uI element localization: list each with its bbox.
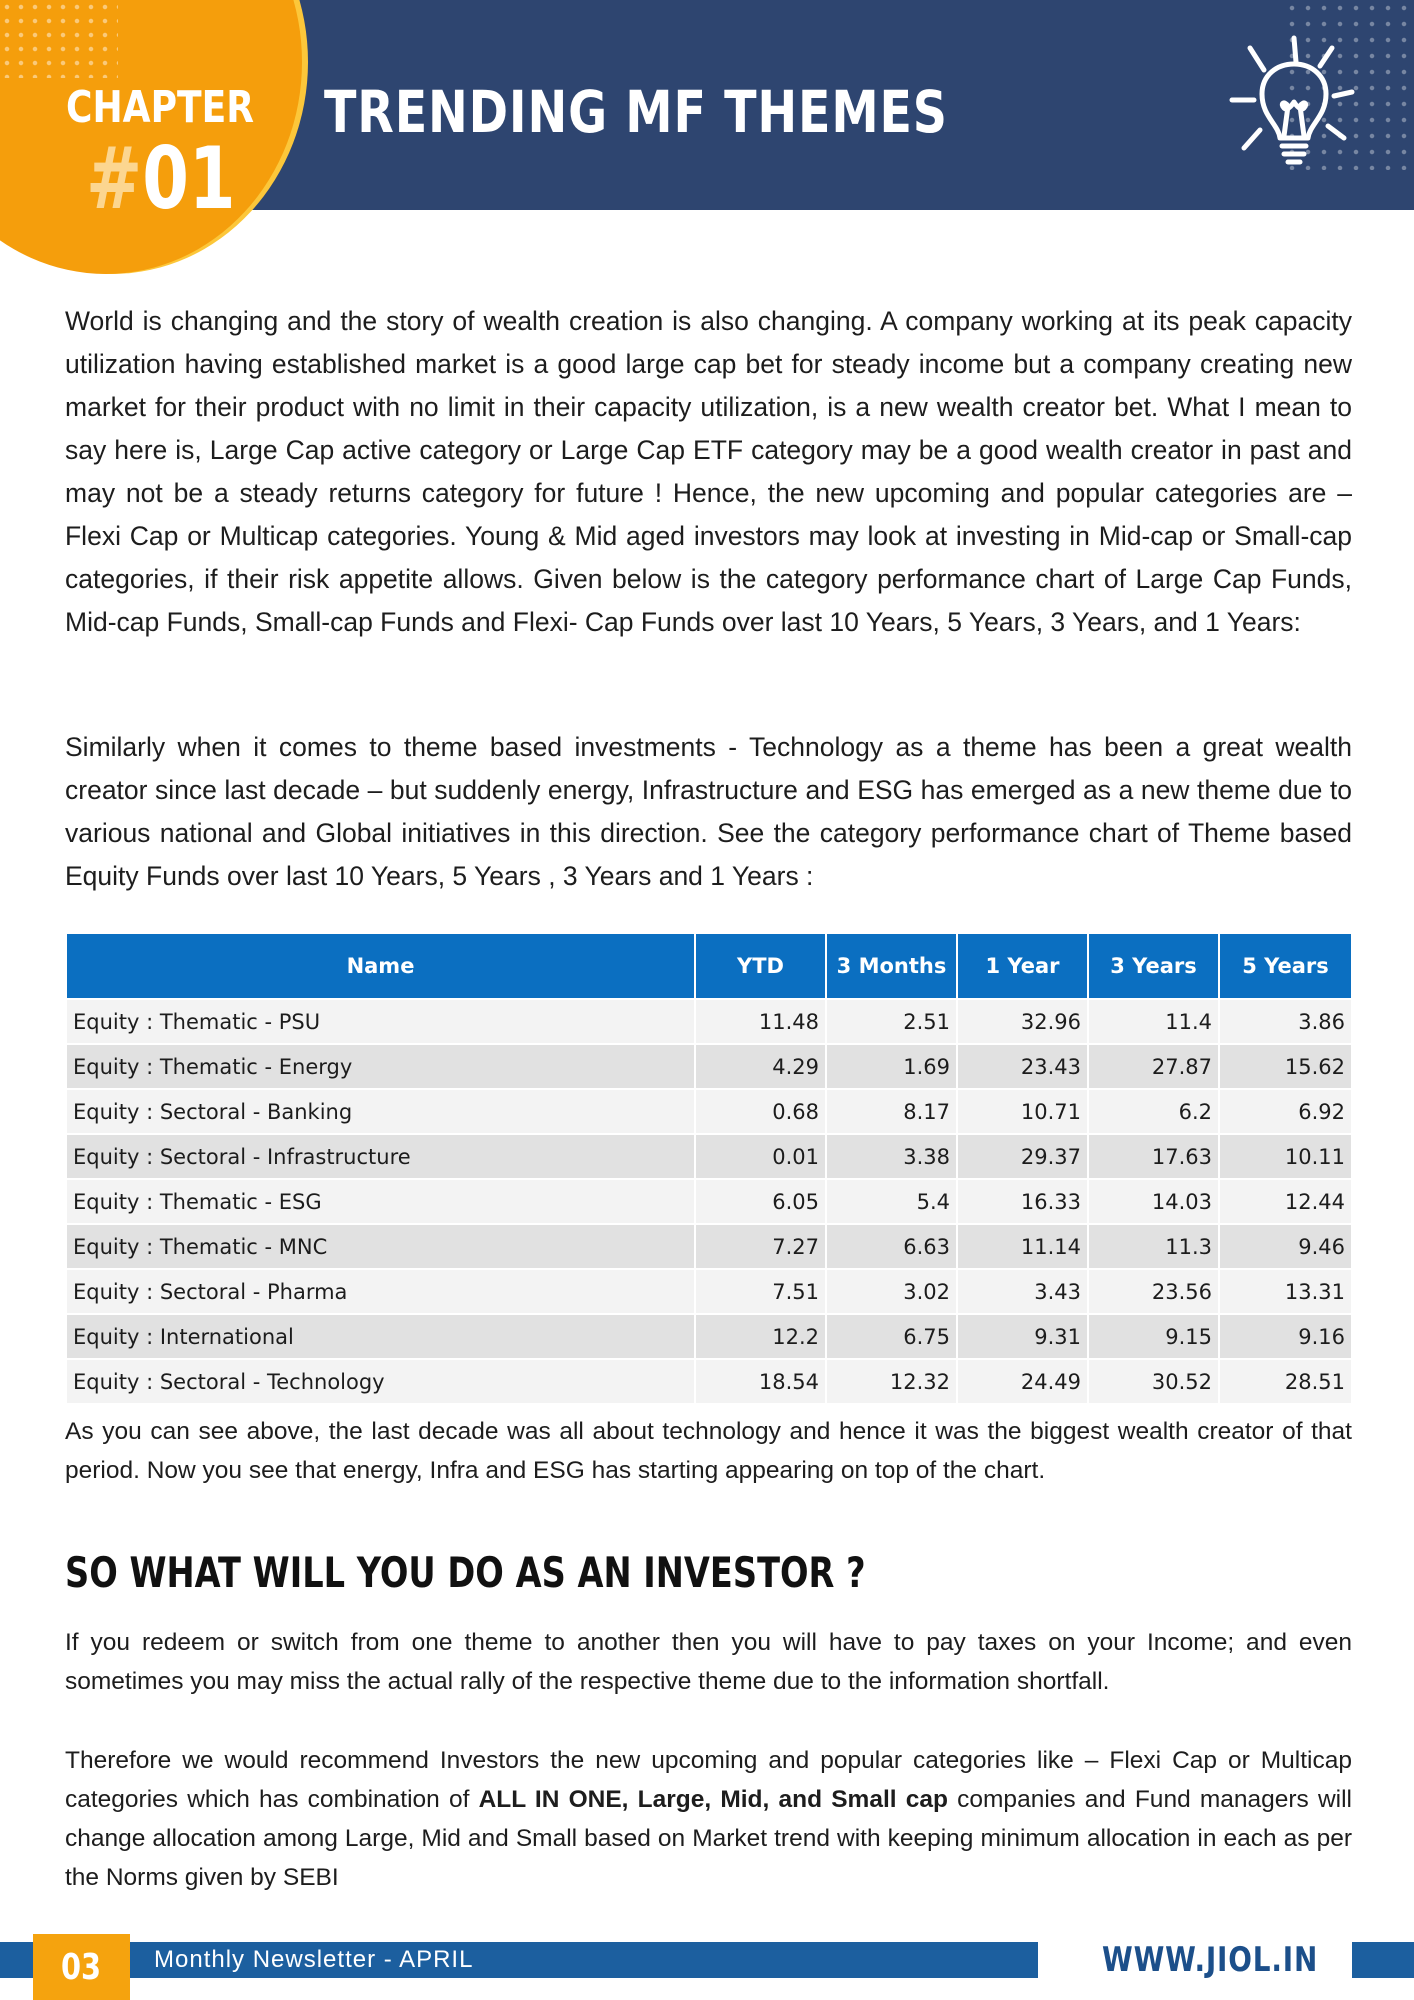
section-heading: SO WHAT WILL YOU DO AS AN INVESTOR ? [65, 1548, 866, 1597]
return-value-cell: 32.96 [957, 999, 1088, 1044]
return-value-cell: 11.3 [1088, 1224, 1219, 1269]
table-row [67, 1269, 1351, 1314]
fund-category-cell: Equity : Sectoral - Infrastructure [67, 1134, 695, 1179]
return-value-cell: 30.52 [1088, 1359, 1219, 1403]
return-value-cell: 7.27 [695, 1224, 826, 1269]
return-value-cell: 9.31 [957, 1314, 1088, 1359]
intro-paragraph: Similarly when it comes to theme based investments - Technology as a theme has been a great wealth creator since last decade – but suddenly energy, Infrastructure and ESG has emerged as a new theme due to various national and Global initiatives in this direction. See the category performance chart of Theme based Equity Funds over last 10 Years, 5 Years , 3 Years and 1 Years : [65, 732, 1352, 891]
column-header: 5 Years [1219, 934, 1351, 999]
page-number [33, 1934, 130, 2000]
return-value-cell: 11.48 [695, 999, 826, 1044]
lightbulb-icon [1222, 30, 1372, 180]
table-row [67, 1044, 1351, 1089]
table-row [67, 1179, 1351, 1224]
return-value-cell: 2.51 [826, 999, 957, 1044]
fund-category-cell: Equity : International [67, 1314, 695, 1359]
return-value-cell: 4.29 [695, 1044, 826, 1089]
table-header-row [67, 934, 1351, 999]
column-header: 1 Year [957, 934, 1088, 999]
page-number-value: 03 [61, 1946, 102, 1988]
return-value-cell: 12.2 [695, 1314, 826, 1359]
return-value-cell: 24.49 [957, 1359, 1088, 1403]
theme-performance-table [67, 934, 1351, 1403]
paragraph-text: Therefore we would recommend Investors the new upcoming and popular categories like – Flexi Cap or Multicap categories which has combination of [65, 1747, 1352, 1813]
column-header: 3 Years [1088, 934, 1219, 999]
return-value-cell: 6.75 [826, 1314, 957, 1359]
return-value-cell: 17.63 [1088, 1134, 1219, 1179]
table-row [67, 1134, 1351, 1179]
return-value-cell: 13.31 [1219, 1269, 1351, 1314]
return-value-cell: 5.4 [826, 1179, 957, 1224]
decorative-dots [0, 0, 118, 78]
return-value-cell: 12.32 [826, 1359, 957, 1403]
return-value-cell: 10.11 [1219, 1134, 1351, 1179]
column-header: YTD [695, 934, 826, 999]
chapter-label: CHAPTER [66, 82, 255, 133]
return-value-cell: 9.16 [1219, 1314, 1351, 1359]
return-value-cell: 1.69 [826, 1044, 957, 1089]
return-value-cell: 9.15 [1088, 1314, 1219, 1359]
chapter-number [86, 129, 236, 229]
return-value-cell: 0.01 [695, 1134, 826, 1179]
return-value-cell: 3.38 [826, 1134, 957, 1179]
fund-category-cell: Equity : Sectoral - Banking [67, 1089, 695, 1134]
table-row [67, 1359, 1351, 1403]
return-value-cell: 6.63 [826, 1224, 957, 1269]
column-header: 3 Months [826, 934, 957, 999]
fund-category-cell: Equity : Thematic - PSU [67, 999, 695, 1044]
return-value-cell: 14.03 [1088, 1179, 1219, 1224]
newsletter-label: Monthly Newsletter - APRIL [154, 1946, 474, 1973]
footer-bar [1352, 1942, 1414, 1978]
column-header: Name [67, 934, 695, 999]
return-value-cell: 11.4 [1088, 999, 1219, 1044]
table-row [67, 1089, 1351, 1134]
return-value-cell: 3.86 [1219, 999, 1351, 1044]
return-value-cell: 9.46 [1219, 1224, 1351, 1269]
intro-paragraph: World is changing and the story of wealth creation is also changing. A company working at its peak capacity utilization having established market is a good large cap bet for steady income but a company creating new market for their product with no limit in their capacity utilization, is a new wealth creator bet. What I mean to say here is, Large Cap active category or Large Cap ETF category may be a good wealth creator in past and may not be a steady returns category for future ! Hence, the new upcoming and popular categories are – Flexi Cap or Multicap categories. Young & Mid aged investors may look at investing in Mid-cap or Small-cap categories, if their risk appetite allows. Given below is the category performance chart of Large Cap Funds, Mid-cap Funds, Small-cap Funds and Flexi- Cap Funds over last 10 Years, 5 Years, 3 Years, and 1 Years: [65, 306, 1352, 637]
return-value-cell: 7.51 [695, 1269, 826, 1314]
return-value-cell: 3.43 [957, 1269, 1088, 1314]
return-value-cell: 23.43 [957, 1044, 1088, 1089]
return-value-cell: 0.68 [695, 1089, 826, 1134]
website-link[interactable]: WWW.JIOL.IN [1102, 1940, 1319, 1980]
chapter-number-value: 01 [142, 129, 236, 229]
return-value-cell: 12.44 [1219, 1179, 1351, 1224]
fund-category-cell: Equity : Sectoral - Technology [67, 1359, 695, 1403]
page-title: TRENDING MF THEMES [324, 78, 948, 146]
return-value-cell: 10.71 [957, 1089, 1088, 1134]
return-value-cell: 3.02 [826, 1269, 957, 1314]
table-commentary: As you can see above, the last decade was all about technology and hence it was the biggest wealth creator of that period. Now you see that energy, Infra and ESG has starting appearing on top of the chart. [65, 1418, 1352, 1484]
table-row [67, 1314, 1351, 1359]
return-value-cell: 27.87 [1088, 1044, 1219, 1089]
table-row [67, 999, 1351, 1044]
fund-category-cell: Equity : Thematic - Energy [67, 1044, 695, 1089]
fund-category-cell: Equity : Thematic - MNC [67, 1224, 695, 1269]
return-value-cell: 6.05 [695, 1179, 826, 1224]
section-paragraph: If you redeem or switch from one theme to another then you will have to pay taxes on your Income; and even sometimes you may miss the actual rally of the respective theme due to the information shortfall. [65, 1629, 1352, 1695]
fund-category-cell: Equity : Thematic - ESG [67, 1179, 695, 1224]
table-row [67, 1224, 1351, 1269]
table-body [67, 999, 1351, 1403]
return-value-cell: 8.17 [826, 1089, 957, 1134]
return-value-cell: 18.54 [695, 1359, 826, 1403]
return-value-cell: 16.33 [957, 1179, 1088, 1224]
section-paragraph [65, 1741, 1352, 1897]
paragraph-text: companies and Fund managers will change allocation among Large, Mid and Small based on Market trend with keeping minimum allocation in each as per the Norms given by SEBI [65, 1786, 1352, 1891]
return-value-cell: 15.62 [1219, 1044, 1351, 1089]
return-value-cell: 29.37 [957, 1134, 1088, 1179]
fund-category-cell: Equity : Sectoral - Pharma [67, 1269, 695, 1314]
return-value-cell: 6.2 [1088, 1089, 1219, 1134]
return-value-cell: 23.56 [1088, 1269, 1219, 1314]
return-value-cell: 11.14 [957, 1224, 1088, 1269]
chapter-hash: # [86, 129, 143, 229]
return-value-cell: 28.51 [1219, 1359, 1351, 1403]
paragraph-bold-text: ALL IN ONE, Large, Mid, and Small cap [478, 1786, 948, 1813]
return-value-cell: 6.92 [1219, 1089, 1351, 1134]
